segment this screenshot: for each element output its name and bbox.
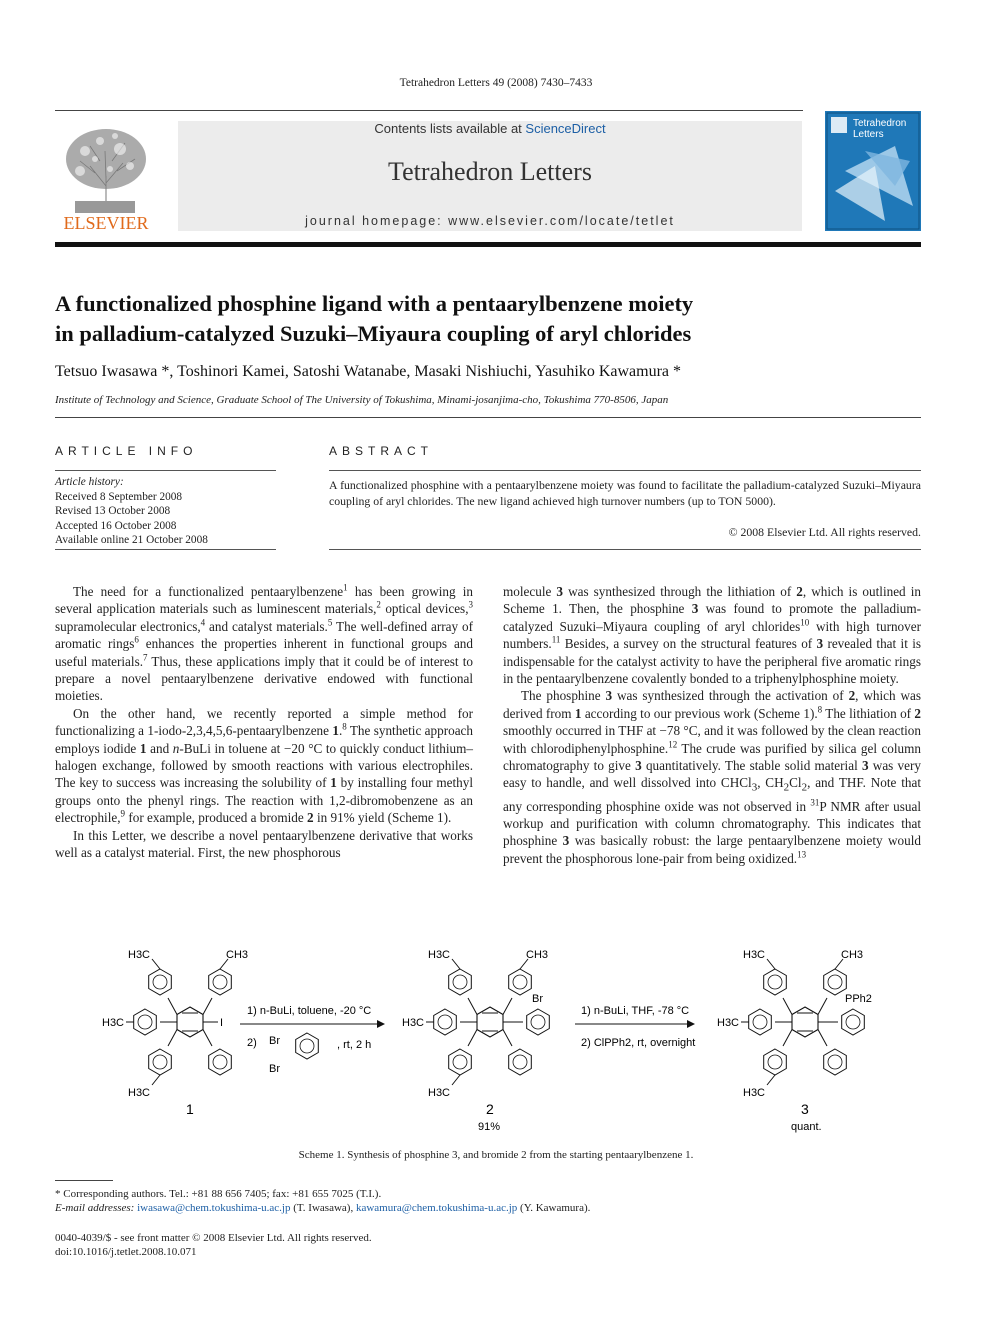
br-label: Br: [269, 1035, 280, 1047]
sciencedirect-link[interactable]: ScienceDirect: [525, 121, 606, 136]
body-paragraph: The need for a functionalized pentaarylbenzene$^1$ has been growing in several application materials such as luminescent materials,$^2$ optical devices,$^3$ supramolecular electronics,$^4$ and catalyst materials.$^5$ The well-defined array of aromatic rings$^6$ enhances the properties inherent in functional groups and useful materials.$^7$ Thus, these applications imply that it could be of interest to prepare a novel pentaarylbenzene derivative endowed with functional moieties.: [55, 582, 474, 704]
affiliation: Institute of Technology and Science, Graduate School of The University of Tokushima, Minami-josanjima-cho, Tokushima 770-8506, Japan: [55, 394, 669, 406]
compound-3-structure: [717, 949, 872, 1133]
body-paragraph: On the other hand, we recently reported a simple method for functionalizing a 1-iodo-2,3,4,5,6-pentaarylbenzene 1.$^8$ The synthetic approach employs iodide 1 and n-BuLi in toluene at −20 °C to quickly conduct lithium–halogen exchange, followed by smooth reactions with various electrophiles. The key to success was increasing the solubility of 1 by installing four methyl groups onto the phenyl rings. The reaction with 1,2-dibromobenzene as an electrophile,$^9$ for example, produced a bromide 2 in 91% yield (Scheme 1).: [55, 705, 473, 826]
h3c-label: H3C: [743, 1087, 766, 1099]
compound-3-number: 3: [801, 1101, 809, 1117]
ch3-label: CH3: [526, 949, 549, 961]
header-thick-rule: [55, 242, 921, 247]
article-title: [55, 289, 925, 349]
abstract-copyright: © 2008 Elsevier Ltd. All rights reserved.: [728, 525, 921, 539]
cover-title-1: Tetrahedron: [853, 118, 907, 129]
iodine-label: I: [220, 1017, 224, 1029]
corresponding-author-note: * Corresponding authors. Tel.: +81 88 656 7405; fax: +81 655 7025 (T.I.).: [55, 1188, 382, 1200]
title-line-2: in palladium-catalyzed Suzuki–Miyaura coupling of aryl chlorides: [55, 321, 692, 346]
scheme-caption: Scheme 1. Synthesis of phosphine 3, and bromide 2 from the starting pentaarylbenzene 1.: [298, 1149, 694, 1161]
article-info-rule-bottom: [55, 549, 276, 550]
journal-banner: [178, 121, 802, 231]
ch3-label: CH3: [226, 949, 249, 961]
h3c-label: H3C: [128, 949, 151, 961]
journal-cover-image: [825, 111, 921, 231]
journal-citation: Tetrahedron Letters 49 (2008) 7430–7433: [399, 77, 593, 89]
accepted-date: Accepted 16 October 2008: [55, 519, 177, 532]
h3c-label: H3C: [402, 1017, 425, 1029]
received-date: Received 8 September 2008: [55, 490, 183, 503]
email-link-iwasawa[interactable]: iwasawa@chem.tokushima-u.ac.jp: [137, 1202, 291, 1214]
email-label: E-mail addresses:: [55, 1202, 138, 1214]
footnote-rule: [55, 1180, 113, 1181]
journal-name: Tetrahedron Letters: [388, 157, 592, 186]
history-label: Article history:: [55, 476, 124, 488]
cover-title-2: Letters: [853, 129, 884, 140]
pph2-label: PPh2: [845, 993, 872, 1005]
journal-homepage[interactable]: journal homepage: www.elsevier.com/locate/tetlet: [305, 214, 675, 228]
article-history: [55, 475, 280, 548]
abstract-rule-top: [329, 470, 921, 471]
compound-2-number: 2: [486, 1101, 494, 1117]
compound-1-structure: [102, 949, 248, 1117]
body-paragraph: molecule 3 was synthesized through the lithiation of 2, which is outlined in Scheme 1. Then, the phosphine 3 was found to promote the palladium-catalyzed Suzuki–Miyaura coupling of aryl chlorides$^{10}$ with high turnover numbers.$^{11}$ Besides, a survey on the structural features of 3 revealed that it is indispensable for the catalyst activity to have the peripheral five aromatic rings in the pentaarylbenzene covalently bonded to a triphenylphosphine moiety.: [503, 584, 921, 687]
elsevier-wordmark: ELSEVIER: [63, 213, 149, 233]
h3c-label: H3C: [428, 949, 451, 961]
header-rule: [55, 110, 803, 111]
contents-line: [178, 121, 802, 136]
h3c-label: H3C: [428, 1087, 451, 1099]
compound-2-structure: [402, 949, 549, 1133]
ch3-label: CH3: [841, 949, 864, 961]
abstract-text: A functionalized phosphine with a pentaarylbenzene moiety was found to facilitate the palladium-catalyzed Suzuki–Miyaura coupling of aryl chlorides. The new ligand achieved high turnover numbers (up to TON 5000).: [329, 478, 921, 508]
email1-suffix: (T. Iwasawa),: [290, 1202, 356, 1214]
scheme-1-figure: [75, 942, 915, 1142]
step-1b-label: 2): [247, 1037, 257, 1049]
reaction-arrow-2: [575, 1005, 695, 1049]
elsevier-tree-logo: [55, 121, 157, 233]
step-1c-label: , rt, 2 h: [337, 1039, 372, 1051]
yield-3-label: quant.: [791, 1121, 822, 1133]
body-column-left: [55, 583, 473, 862]
reaction-arrow-1: [240, 1005, 385, 1075]
author-list: Tetsuo Iwasawa *, Toshinori Kamei, Satoshi Watanabe, Masaki Nishiuchi, Yasuhiko Kawamura *: [55, 363, 681, 380]
h3c-label: H3C: [128, 1087, 151, 1099]
article-info-rule-top: [55, 470, 276, 471]
h3c-label: H3C: [743, 949, 766, 961]
abstract-heading: ABSTRACT: [329, 444, 434, 458]
revised-date: Revised 13 October 2008: [55, 505, 171, 518]
email2-suffix: (Y. Kawamura).: [517, 1202, 591, 1214]
email-link-kawamura[interactable]: kawamura@chem.tokushima-u.ac.jp: [355, 1202, 518, 1214]
issn-block: [55, 1231, 372, 1259]
body-paragraph: The phosphine 3 was synthesized through the activation of 2, which was derived from 1 according to our previous work (Scheme 1).$^8$ The lithiation of 2 smoothly occurred in THF at −78 °C, and it was followed by the clean reaction with chlorodiphenylphosphine.$^{12}$ The crude was purified by silica gel column chromatography to give 3 quantitatively. The stable solid material 3 was very easy to handle, and well dissolved into CHCl$_3$, $CH_2Cl_2$, and THF. Note that any corresponding phosphine oxide was not observed in $^{31}$P NMR after usual workup and purification with column chromatography. This indicates that phosphine 3 was basically robust: the large pentaarylbenzene moiety would prevent the phosphorous lone-pair from being oxidized.$^{13}$: [503, 688, 922, 866]
front-matter-line: 0040-4039/$ - see front matter © 2008 Elsevier Ltd. All rights reserved.: [55, 1232, 372, 1244]
email-addresses-note: [55, 1201, 921, 1215]
abstract-rule-bottom: [329, 549, 921, 550]
body-column-right: [503, 583, 921, 867]
br-label: Br: [532, 993, 543, 1005]
compound-1-number: 1: [186, 1101, 194, 1117]
step-1a-label: 1) n-BuLi, toluene, -20 °C: [247, 1005, 372, 1017]
body-paragraph: In this Letter, we describe a novel pentaarylbenzene derivative that works well as a catalyst material. First, the new phosphorous: [55, 827, 473, 861]
article-info-heading: ARTICLE INFO: [55, 444, 198, 458]
step-2b-label: 2) ClPPh2, rt, overnight: [581, 1037, 696, 1049]
online-date: Available online 21 October 2008: [55, 534, 208, 547]
h3c-label: H3C: [717, 1017, 740, 1029]
doi-line[interactable]: doi:10.1016/j.tetlet.2008.10.071: [55, 1246, 197, 1258]
br-label: Br: [269, 1063, 280, 1075]
title-line-1: A functionalized phosphine ligand with a pentaarylbenzene moiety: [55, 291, 694, 316]
contents-prefix: Contents lists available at: [374, 121, 526, 136]
section-rule: [55, 417, 921, 418]
h3c-label: H3C: [102, 1017, 125, 1029]
step-2a-label: 1) n-BuLi, THF, -78 °C: [581, 1005, 690, 1017]
dibromobenzene-structure: [296, 1033, 319, 1059]
yield-2-label: 91%: [478, 1121, 501, 1133]
